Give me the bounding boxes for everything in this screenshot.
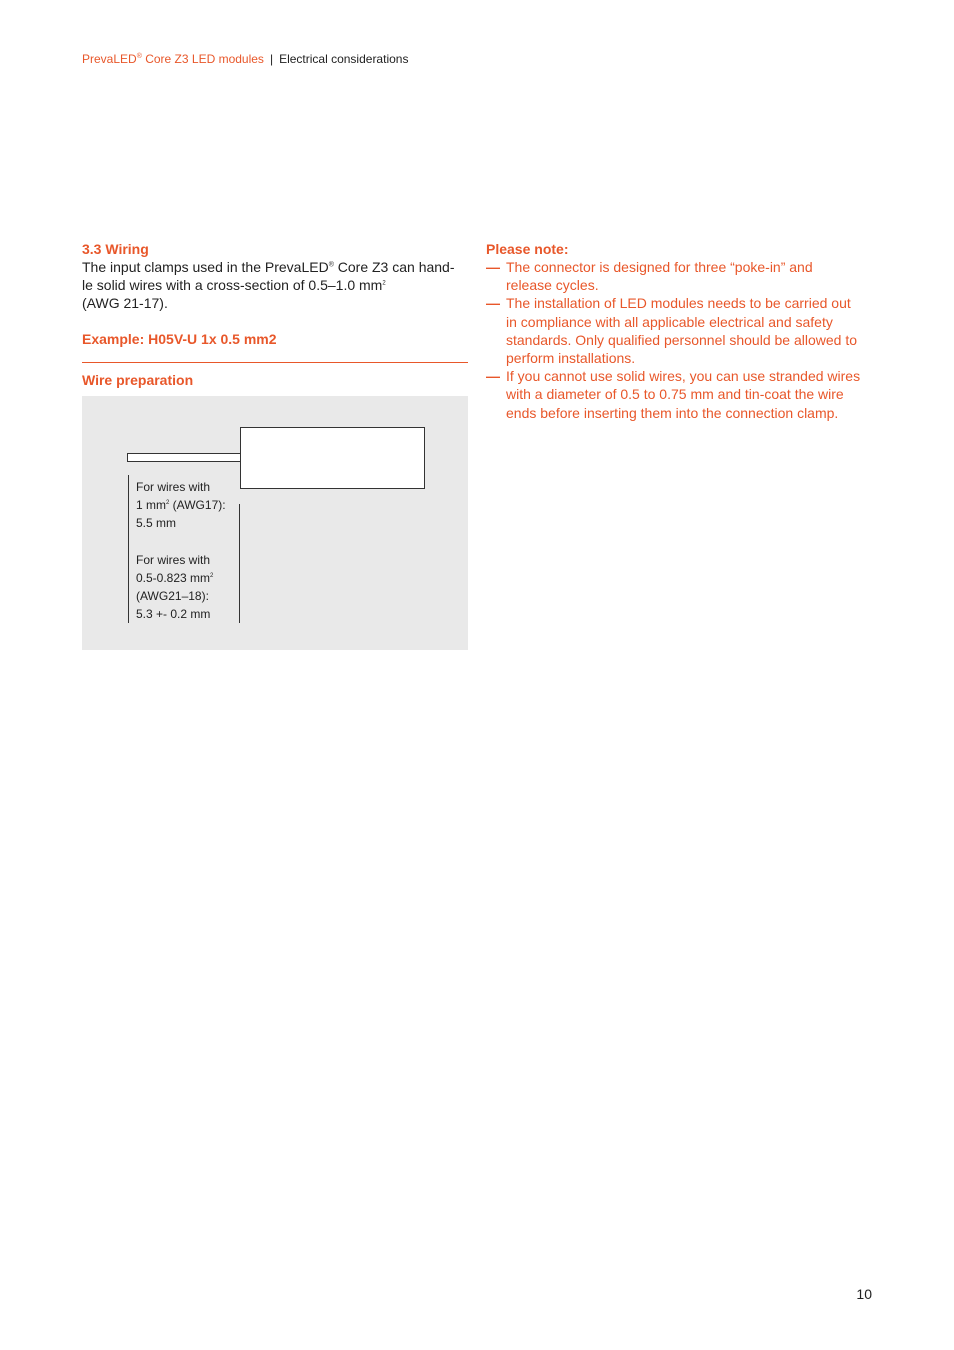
strip-length-label-0-5mm (136, 551, 213, 623)
header-section: Electrical considerations (279, 52, 409, 66)
wiring-heading: 3.3 Wiring (82, 241, 149, 257)
wiring-section (82, 240, 468, 650)
label-line: For wires with (136, 480, 211, 494)
note-line: The installation of LED modules needs to be carried out (506, 295, 851, 312)
label-line: For wires with (136, 553, 211, 567)
note-item (486, 294, 876, 367)
note-line: standards. Only qualified personnel should be allowed to (506, 331, 858, 348)
header-product (82, 52, 264, 66)
wire-preparation-heading: Wire preparation (82, 372, 194, 388)
note-list (486, 258, 876, 422)
header-separator: | (269, 52, 274, 66)
label-line: 1 mm (136, 498, 166, 512)
label-line: 0.5-0.823 mm (136, 571, 211, 585)
note-line: with a diameter of 0.5 to 0.75 mm and tin-coat the wire (506, 386, 844, 403)
note-line: ends before inserting them into the connection clamp. (506, 404, 839, 421)
wiring-text-1: The input clamps used in the PrevaLED (82, 259, 329, 275)
wiring-text-2: Core Z3 can hand- (333, 259, 455, 275)
registered-mark: ® (328, 261, 334, 269)
note-line: perform installations. (506, 350, 636, 367)
note-item (486, 367, 876, 422)
superscript-2: 2 (382, 280, 386, 287)
note-line: The connector is designed for three “poke-in” and (506, 259, 813, 275)
wiring-text-4: (AWG 21-17). (82, 295, 168, 311)
note-line: release cycles. (506, 277, 599, 294)
wire-drawing (127, 453, 241, 462)
label-value: 5.3 +- 0.2 mm (136, 607, 211, 621)
note-section (486, 240, 876, 422)
header-product-name: PrevaLED (82, 52, 137, 66)
section-divider (82, 362, 468, 363)
label-line: (AWG17): (169, 498, 226, 512)
superscript-2: 2 (210, 573, 214, 579)
strip-length-label-1mm (136, 478, 226, 532)
dash-bullet: — (486, 259, 500, 275)
note-item (486, 258, 876, 294)
wiring-text-3: le solid wires with a cross-section of 0.5–1.0 mm (82, 277, 383, 293)
running-header (82, 52, 408, 66)
superscript-2: 2 (166, 500, 170, 506)
dash-bullet: — (486, 295, 500, 312)
header-product-suffix: Core Z3 LED modules (141, 52, 264, 66)
connector-block-drawing (240, 427, 425, 489)
registered-mark: ® (136, 53, 142, 60)
note-heading: Please note: (486, 241, 569, 257)
label-value: 5.5 mm (136, 516, 177, 530)
wire-preparation-figure (82, 396, 468, 650)
dash-bullet: — (486, 368, 500, 385)
label-line: (AWG21–18): (136, 589, 209, 603)
page-number: 10 (856, 1286, 872, 1302)
dimension-line-left (128, 475, 129, 623)
note-line: If you cannot use solid wires, you can use stranded wires (506, 368, 861, 385)
dimension-line-right (239, 504, 240, 623)
wiring-paragraph (82, 258, 468, 312)
note-line: in compliance with all applicable electrical and safety (506, 313, 833, 330)
example-heading: Example: H05V-U 1x 0.5 mm2 (82, 331, 277, 347)
